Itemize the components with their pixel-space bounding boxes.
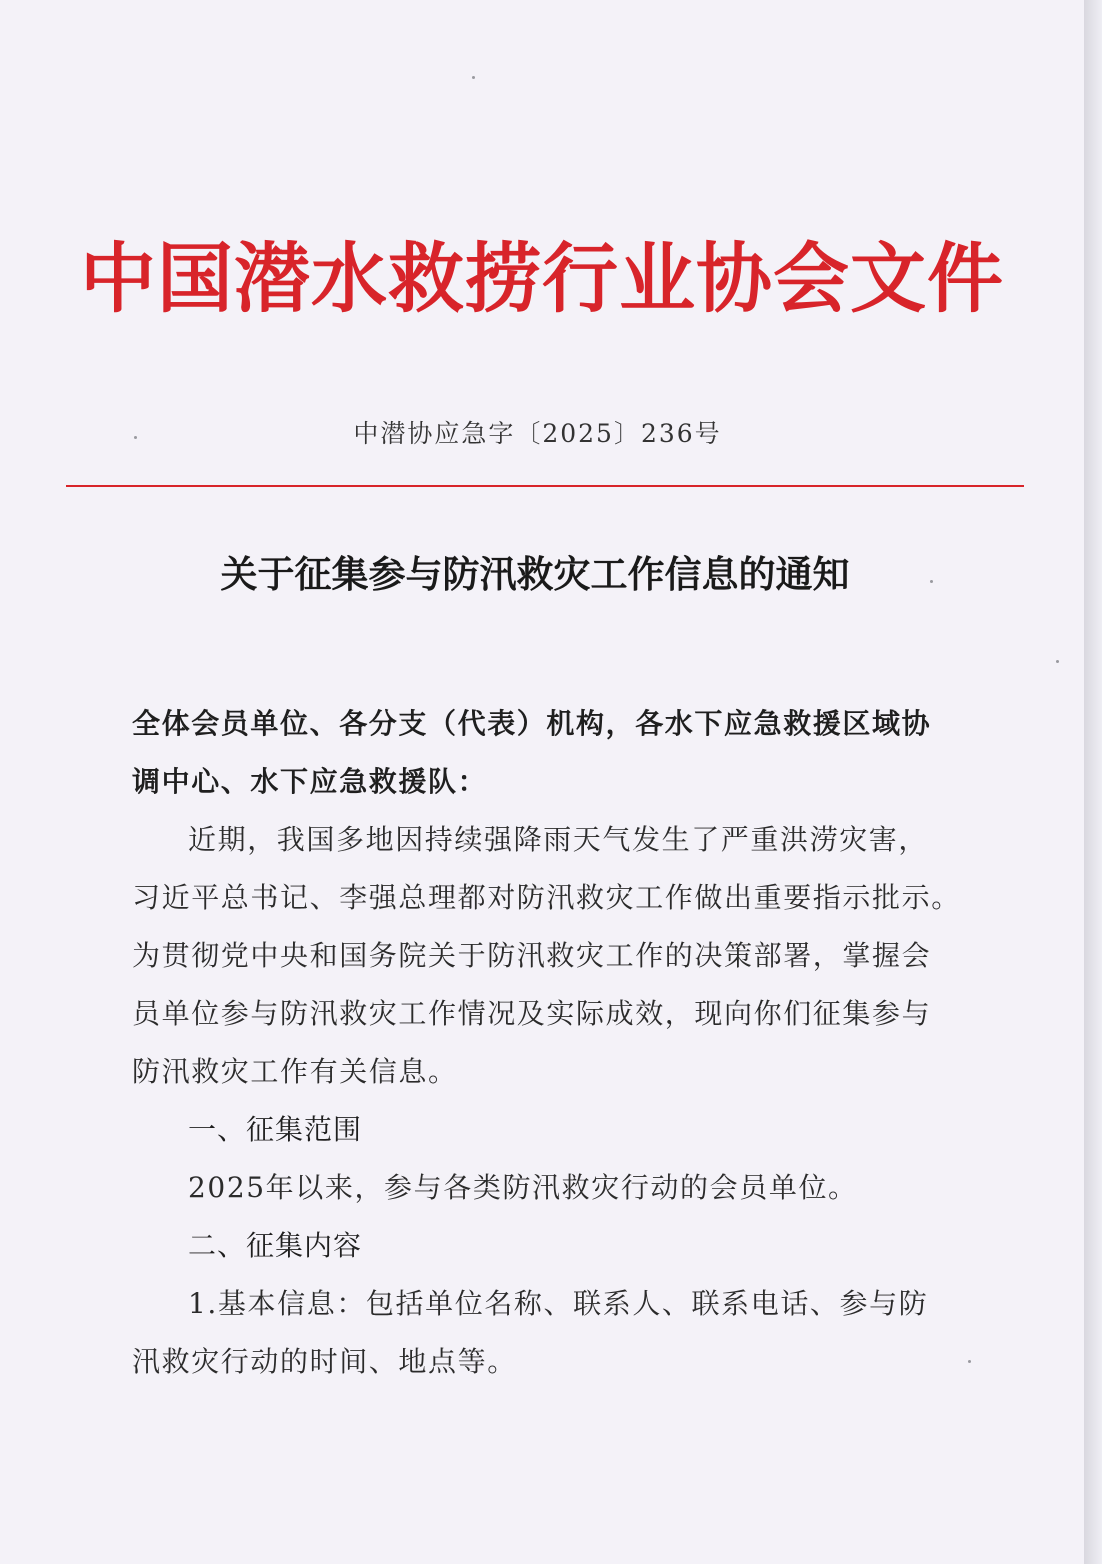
document-number: 中潜协应急字〔2025〕236号 [353,419,722,448]
paragraph-1-line-4: 员单位参与防汛救灾工作情况及实际成效，现向你们征集参与 [132,997,932,1030]
scan-speck [1056,660,1059,663]
section-1-text: 2025年以来，参与各类防汛救灾行动的会员单位。 [188,1171,858,1204]
paragraph-1-line-1: 近期，我国多地因持续强降雨天气发生了严重洪涝灾害， [188,823,929,856]
addressee-line-2: 调中心、水下应急救援队： [132,765,488,798]
page-edge-shadow [1084,0,1102,1564]
notice-title: 关于征集参与防汛救灾工作信息的通知 [220,552,850,596]
item-1-line-1: 1.基本信息：包括单位名称、联系人、联系电话、参与防 [188,1287,929,1320]
addressee-line-1: 全体会员单位、各分支（代表）机构，各水下应急救援区域协 [132,707,932,740]
paragraph-1-line-2: 习近平总书记、李强总理都对防汛救灾工作做出重要指示批示。 [132,881,961,914]
scan-speck [472,76,475,79]
scan-speck [930,580,933,583]
scan-speck [968,1360,971,1363]
section-2-heading: 二、征集内容 [188,1229,363,1262]
section-1-heading: 一、征集范围 [188,1113,363,1146]
paragraph-1-line-3: 为贯彻党中央和国务院关于防汛救灾工作的决策部署，掌握会 [132,939,932,972]
item-1-line-2: 汛救灾行动的时间、地点等。 [132,1345,517,1378]
org-header-title: 中国潜水救捞行业协会文件 [80,234,1004,323]
red-divider-line [66,485,1024,487]
paragraph-1-line-5: 防汛救灾工作有关信息。 [132,1055,458,1088]
scan-speck [134,436,137,439]
